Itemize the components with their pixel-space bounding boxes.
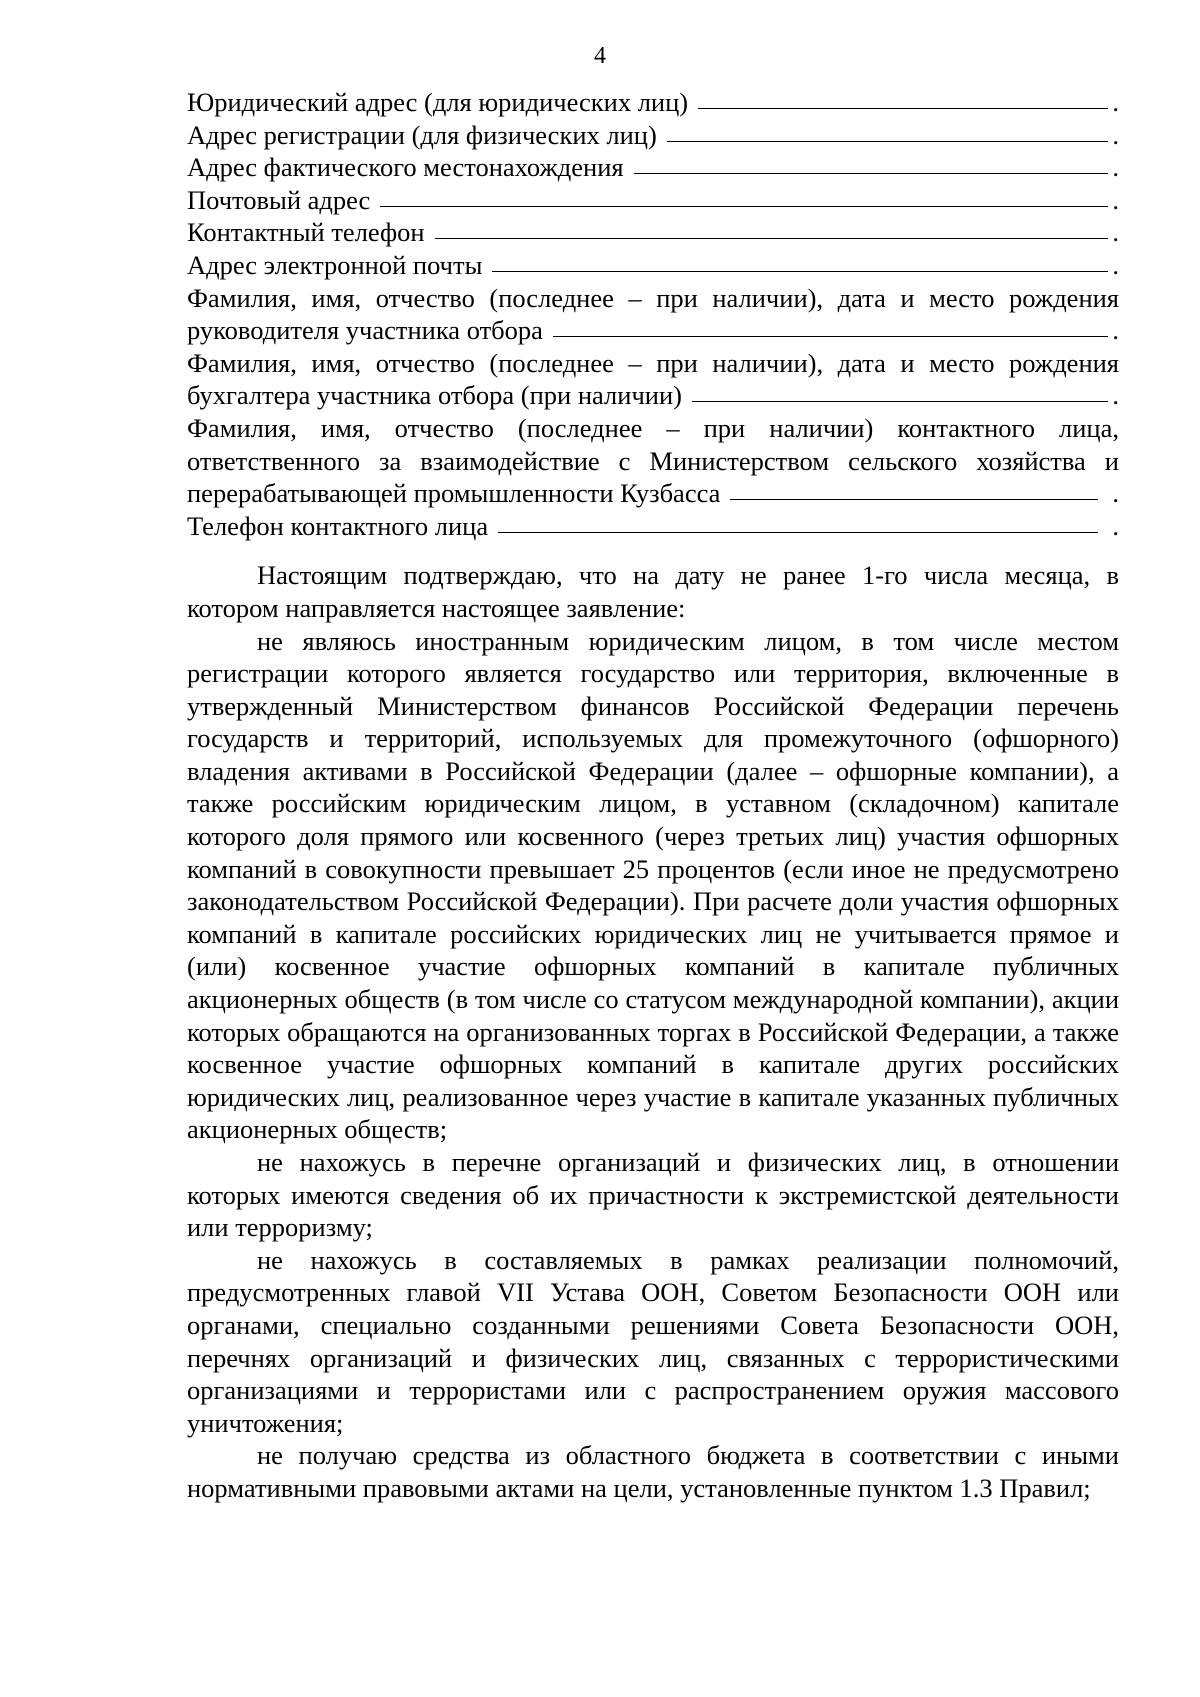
page-number: 4 <box>594 43 606 69</box>
fill-line[interactable] <box>553 314 1108 337</box>
fill-line[interactable] <box>498 510 1098 533</box>
fill-line[interactable] <box>435 216 1109 239</box>
contact-phone-field <box>187 216 1119 249</box>
section-gap <box>187 542 1119 559</box>
condition-un-sanctions: не нахожусь в составляемых в рамках реализации полномочий, предусмотренных главой VII Устава ООН, Советом Безопасности ООН или органами, специально созданными решениями Совета Безопасности ООН, перечнях организаций и физических лиц, связанных с террористическими организациями и террористами или с распространением оружия массового уничтожения; <box>187 1244 1119 1438</box>
condition-extremism: не нахожусь в перечне организаций и физических лиц, в отношении которых имеются сведения об их причастности к экстремистской деятельности или терроризму; <box>187 1147 1119 1243</box>
field-end: . <box>1112 184 1119 215</box>
field-end: . <box>1112 217 1119 248</box>
field-label: Контактный телефон <box>187 217 425 248</box>
postal-address-field <box>187 184 1119 217</box>
fill-line[interactable] <box>380 184 1108 207</box>
field-label: Юридический адрес (для юридических лиц) <box>187 87 689 117</box>
legal-address-field <box>187 86 1119 119</box>
field-label: Адрес электронной почты <box>187 249 483 280</box>
field-label: Адрес регистрации (для физических лиц) <box>187 119 657 150</box>
fill-line[interactable] <box>634 151 1109 174</box>
fill-line[interactable] <box>667 119 1109 142</box>
condition-offshore: не являюсь иностранным юридическим лицом, в том числе местом регистрации которого является государство или территория, включенные в утвержденный Министерством финансов Российской Федерации перечень государств и территорий, используемых для промежуточного (офшорного) владения активами в Российской Федерации (далее – офшорные компании), а также российским юридическим лицом, в уставном (складочном) капитале которого доля прямого или косвенного (через третьих лиц) участия офшорных компаний в совокупности превышает 25 процентов (если иное не предусмотрено законодательством Российской Федерации). При расчете доли участия офшорных компаний в капитале российских юридических лиц не учитывается прямое и (или) косвенное участие офшорных компаний в капитале публичных акционерных обществ (в том числе со статусом международной компании), акции которых обращаются на организованных торгах в Российской Федерации, а также косвенное участие офшорных компаний в капитале других российских юридических лиц, реализованное через участие в капитале указанных публичных акционерных обществ; <box>187 625 1119 1145</box>
field-label: руководителя участника отбора <box>187 315 543 346</box>
accountant-field <box>187 347 1119 412</box>
contact-person-field <box>187 412 1119 510</box>
field-end: . <box>1112 87 1119 117</box>
field-label-line: ответственного за взаимодействие с Министерством сельского хозяйства и <box>187 445 1119 476</box>
field-label: Почтовый адрес <box>187 184 371 215</box>
field-label-line: Фамилия, имя, отчество (последнее – при наличии), дата и место рождения <box>187 282 1119 313</box>
field-label: бухгалтера участника отбора (при наличии) <box>187 380 682 411</box>
condition-budget-funds: не получаю средства из областного бюджета в соответствии с иными нормативными правовыми актами на цели, установленные пунктом 1.3 Правил; <box>187 1440 1119 1503</box>
field-label: Адрес фактического местонахождения <box>187 152 624 183</box>
actual-address-field <box>187 151 1119 184</box>
fill-line[interactable] <box>492 249 1108 272</box>
field-end: . <box>1112 510 1119 541</box>
field-label-line: Фамилия, имя, отчество (последнее – при наличии), дата и место рождения <box>187 347 1119 378</box>
field-label: перерабатывающей промышленности Кузбасса <box>187 478 721 509</box>
field-label: Телефон контактного лица <box>187 510 489 541</box>
confirmation-intro: Настоящим подтверждаю, что на дату не ранее 1-го числа месяца, в котором направляется настоящее заявление: <box>187 560 1119 623</box>
field-end: . <box>1112 249 1119 280</box>
fill-line[interactable] <box>730 477 1098 500</box>
field-end: . <box>1112 478 1119 509</box>
email-field <box>187 249 1119 282</box>
head-of-participant-field <box>187 282 1119 347</box>
field-end: . <box>1112 152 1119 183</box>
field-label-line: Фамилия, имя, отчество (последнее – при наличии) контактного лица, <box>187 412 1119 443</box>
fill-line[interactable] <box>698 86 1108 109</box>
registration-address-field <box>187 119 1119 152</box>
field-end: . <box>1112 380 1119 411</box>
field-end: . <box>1112 119 1119 150</box>
fill-line[interactable] <box>692 379 1108 402</box>
field-end: . <box>1112 315 1119 346</box>
contact-person-phone-field <box>187 510 1119 543</box>
document-body <box>187 86 1119 1505</box>
